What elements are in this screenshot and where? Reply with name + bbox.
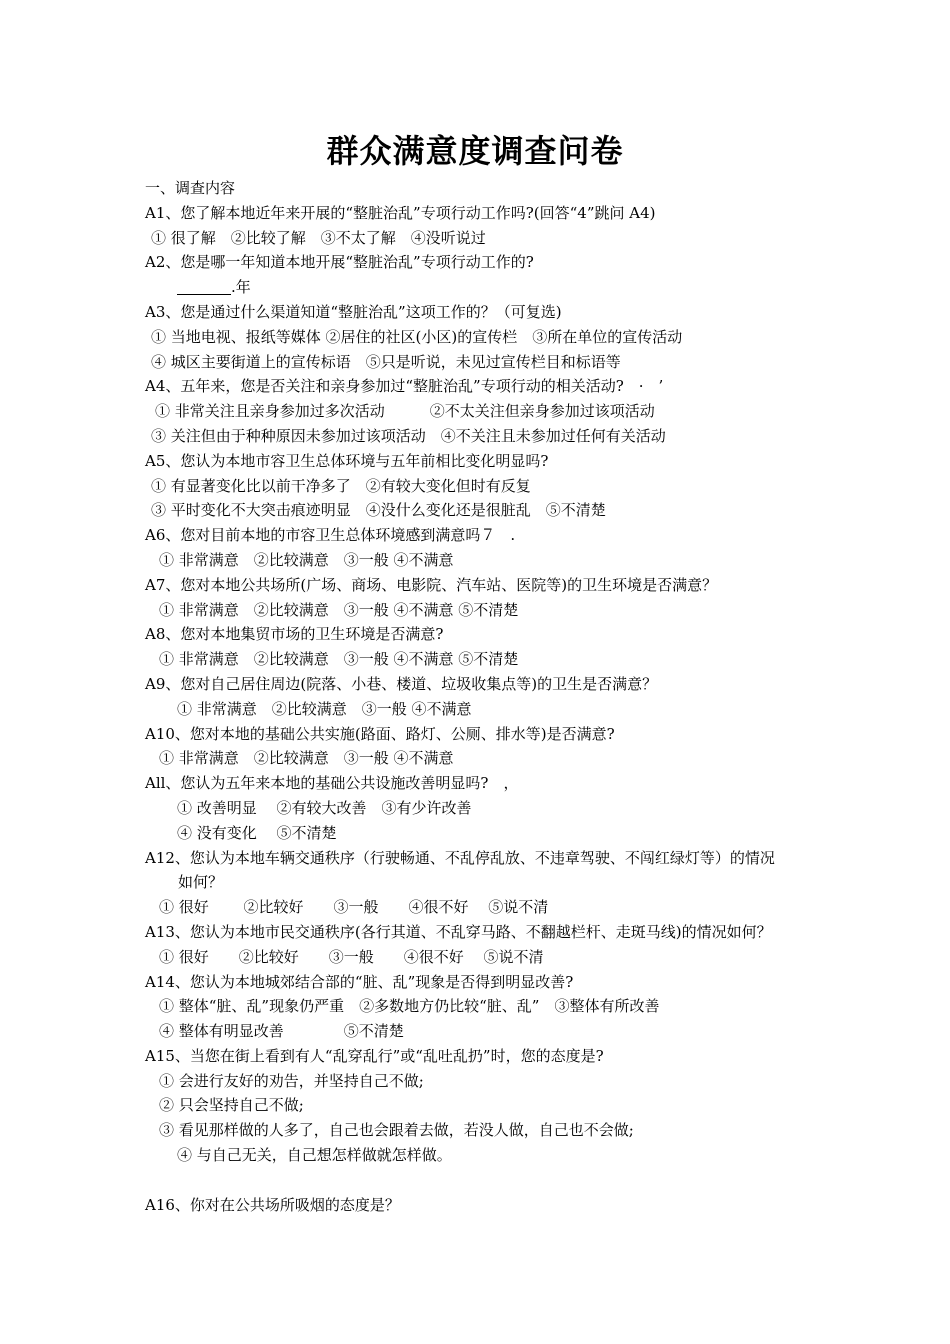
questionnaire-content (145, 176, 835, 1217)
question-a16: A16、你对在公共场所吸烟的态度是？ (145, 1195, 400, 1214)
question-a13: A13、您认为本地市民交通秩序(各行其道、不乱穿马路、不翻越栏杆、走斑马线)的情况如何？ (145, 922, 772, 941)
options-a6: ① 非常满意 ②比较满意 ③一般 ④不满意 (159, 550, 454, 569)
options-a3-row2: ④ 城区主要街道上的宣传标语 ⑤只是听说，未见过宣传栏目和标语等 (151, 352, 621, 371)
options-a11-row1: ① 改善明显 ②有较大改善 ③有少许改善 (177, 798, 472, 817)
answer-suffix-a2: .年 (231, 278, 251, 297)
option-a15-2: ② 只会坚持自己不做; (159, 1096, 304, 1115)
options-a7: ① 非常满意 ②比较满意 ③一般 ④不满意 ⑤不清楚 (159, 600, 519, 619)
question-a1: A1、您了解本地近年来开展的“整脏治乱”专项行动工作吗?(回答“4”跳问 A4) (145, 203, 656, 222)
question-a4: A4、五年来，您是否关注和亲身参加过“整脏治乱”专项行动的相关活动? · ’ (145, 377, 664, 396)
options-a13: ① 很好 ②比较好 ③一般 ④很不好 ⑤说不清 (159, 947, 544, 966)
options-a14-row2: ④ 整体有明显改善 ⑤不清楚 (159, 1022, 404, 1041)
question-a5: A5、您认为本地市容卫生总体环境与五年前相比变化明显吗? (145, 451, 549, 470)
answer-a2 (145, 275, 835, 300)
options-a4-row1: ① 非常关注且亲身参加过多次活动 ②不太关注但亲身参加过该项活动 (155, 402, 655, 421)
document-title: 群众满意度调查问卷 (326, 132, 624, 170)
options-a5-row2: ③ 平时变化不大突击痕迹明显 ④没什么变化还是很脏乱 ⑤不清楚 (151, 501, 606, 520)
options-a3-row1: ① 当地电视、报纸等媒体 ②居住的社区(小区)的宣传栏 ③所在单位的宣传活动 (151, 327, 683, 346)
question-a6: A6、您对目前本地的市容卫生总体环境感到满意吗７ . (145, 526, 516, 545)
option-a15-1: ① 会进行友好的劝告，并坚持自己不做; (159, 1071, 424, 1090)
option-a15-3: ③ 看见那样做的人多了，自己也会跟着去做，若没人做，自己也不会做; (159, 1121, 634, 1140)
question-a14: A14、您认为本地城郊结合部的“脏、乱”现象是否得到明显改善? (145, 972, 574, 991)
section-heading: 一、调查内容 (145, 179, 236, 197)
question-a9: A9、您对自己居住周边(院落、小巷、楼道、垃圾收集点等)的卫生是否满意？ (145, 674, 658, 693)
question-a12: A12、您认为本地车辆交通秩序（行驶畅通、不乱停乱放、不违章驾驶、不闯红绿灯等）的情况 (145, 848, 775, 867)
options-a1: ① 很了解 ②比较了解 ③不太了解 ④没听说过 (151, 228, 486, 247)
question-a12-continued: 如何？ (178, 873, 224, 892)
question-a3: A3、您是通过什么渠道知道“整脏治乱”这项工作的？（可复选) (145, 302, 562, 321)
option-a15-4: ④ 与自己无关，自己想怎样做就怎样做。 (177, 1146, 452, 1165)
question-a10: A10、您对本地的基础公共实施(路面、路灯、公厕、排水等)是否满意? (145, 724, 615, 743)
options-a5-row1: ① 有显著变化比以前干净多了 ②有较大变化但时有反复 (151, 476, 531, 495)
options-a4-row2: ③ 关注但由于种种原因未参加过该项活动 ④不关注且未参加过任何有关活动 (151, 426, 666, 445)
blank-line (145, 1168, 835, 1193)
options-a12: ① 很好 ②比较好 ③一般 ④很不好 ⑤说不清 (159, 898, 549, 917)
question-a8: A8、您对本地集贸市场的卫生环境是否满意? (145, 625, 444, 644)
options-a9: ① 非常满意 ②比较满意 ③一般 ④不满意 (177, 699, 472, 718)
question-a2: A2、您是哪一年知道本地开展“整脏治乱”专项行动工作的? (145, 253, 534, 272)
options-a8: ① 非常满意 ②比较满意 ③一般 ④不满意 ⑤不清楚 (159, 650, 519, 669)
options-a10: ① 非常满意 ②比较满意 ③一般 ④不满意 (159, 749, 454, 768)
question-a11: All、您认为五年来本地的基础公共设施改善明显吗? ， (145, 774, 519, 793)
options-a11-row2: ④ 没有变化 ⑤不清楚 (177, 823, 337, 842)
question-a7: A7、您对本地公共场所(广场、商场、电影院、汽车站、医院等)的卫生环境是否满意？ (145, 575, 718, 594)
question-a15: A15、当您在街上看到有人“乱穿乱行”或“乱吐乱扔”时，您的态度是? (145, 1046, 604, 1065)
answer-blank-a2[interactable] (177, 278, 231, 295)
options-a14-row1: ① 整体“脏、乱”现象仍严重 ②多数地方仍比较“脏、乱” ③整体有所改善 (159, 997, 660, 1016)
